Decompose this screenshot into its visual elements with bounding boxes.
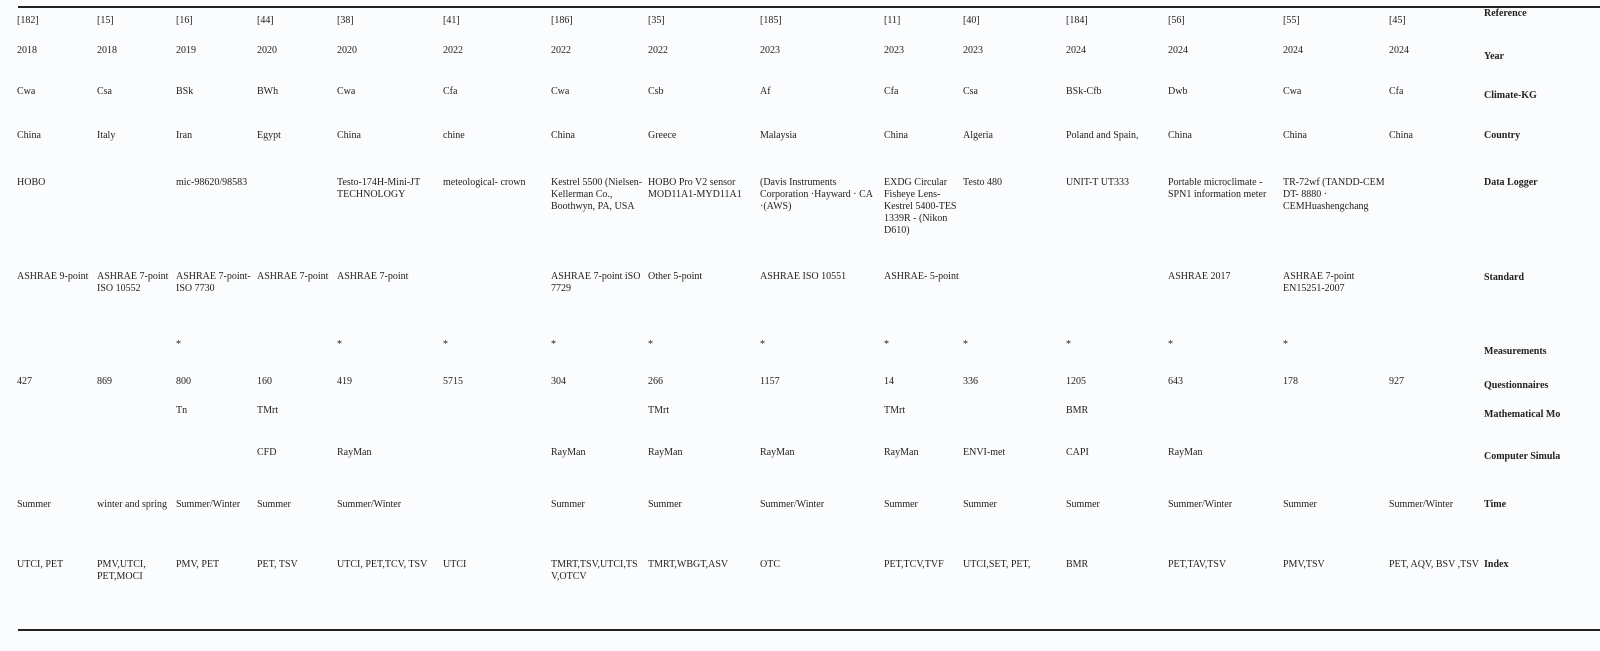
country-cell: Egypt [257, 130, 281, 141]
time-cell: Summer [884, 499, 918, 510]
measurements-cell: * [963, 339, 968, 350]
computer-simulation-cell [176, 447, 257, 497]
index-cell: PMV,UTCI, PET,MOCI [97, 559, 146, 582]
measurements-cell [17, 332, 97, 376]
measurements-cell: * [648, 339, 653, 350]
mathematical-model-cell [17, 405, 97, 447]
reference-cell: [56] [1168, 15, 1185, 26]
reference-cell: [38] [337, 15, 354, 26]
table-row-measurements [17, 332, 1600, 376]
computer-simulation-cell: CFD [257, 447, 277, 458]
data-logger-cell: HOBO Pro V2 sensor MOD11A1-MYD11A1 [648, 177, 742, 200]
climate-cell: Csa [963, 86, 978, 97]
climate-cell: Dwb [1168, 86, 1188, 97]
standard-cell: ASHRAE- 5-point [884, 271, 959, 282]
country-cell: China [551, 130, 575, 141]
reference-cell: [186] [551, 15, 573, 26]
country-cell: China [337, 130, 361, 141]
data-logger-cell [97, 174, 176, 267]
data-logger-cell [1389, 174, 1484, 267]
country-cell: Iran [176, 130, 193, 141]
measurements-cell: * [884, 339, 889, 350]
year-cell: 2018 [17, 45, 37, 56]
row-label-reference: Reference [1484, 8, 1527, 19]
computer-simulation-cell: RayMan [551, 447, 586, 458]
computer-simulation-cell [97, 447, 176, 497]
climate-cell: Csa [97, 86, 112, 97]
time-cell: Summer [1283, 499, 1317, 510]
data-logger-cell: Portable microclimate - SPN1 information meter [1168, 177, 1267, 200]
standard-cell [1066, 267, 1168, 332]
table-row-math [17, 405, 1600, 447]
mathematical-model-cell [551, 405, 648, 447]
reference-cell: [41] [443, 15, 460, 26]
data-logger-cell: Testo 480 [963, 177, 1003, 188]
climate-cell: Csb [648, 86, 664, 97]
measurements-cell [97, 332, 176, 376]
data-logger-cell [257, 174, 337, 267]
standard-cell [443, 267, 551, 332]
climate-cell: BWh [257, 86, 279, 97]
table-row-reference [17, 8, 1600, 39]
index-cell: PET, TSV [257, 559, 298, 570]
index-cell: UTCI, PET,TCV, TSV [337, 559, 428, 570]
standard-cell: ASHRAE 7-point ISO 10552 [97, 271, 169, 294]
index-cell: PET,TAV,TSV [1168, 559, 1227, 570]
time-cell: Summer/Winter [760, 499, 825, 510]
row-label-math: Mathematical Mo [1484, 409, 1561, 420]
climate-cell: BSk-Cfb [1066, 86, 1102, 97]
climate-cell: Cfa [1389, 86, 1404, 97]
time-cell: winter and spring [97, 499, 167, 510]
questionnaires-cell: 304 [551, 376, 566, 387]
year-cell: 2024 [1066, 45, 1086, 56]
standard-cell: ASHRAE 7-point EN15251-2007 [1283, 271, 1355, 294]
mathematical-model-cell [97, 405, 176, 447]
index-cell: TMRT,WBGT,ASV [648, 559, 729, 570]
measurements-cell: * [337, 339, 342, 350]
row-label-questionnaires: Questionnaires [1484, 380, 1549, 391]
time-cell: Summer [963, 499, 997, 510]
row-label-country: Country [1484, 130, 1521, 141]
year-cell: 2022 [551, 45, 571, 56]
standard-cell [1389, 267, 1484, 332]
index-cell: PMV, PET [176, 559, 220, 570]
table-row-simulation [17, 447, 1600, 497]
reference-cell: [184] [1066, 15, 1088, 26]
mathematical-model-cell: Tn [176, 405, 188, 416]
time-cell: Summer/Winter [1389, 499, 1454, 510]
year-cell: 2020 [337, 45, 357, 56]
mathematical-model-cell [1168, 405, 1283, 447]
mathematical-model-cell [1389, 405, 1484, 447]
measurements-cell: * [760, 339, 765, 350]
index-cell: TMRT,TSV,UTCI,TS V,OTCV [551, 559, 638, 582]
table-row-standard [17, 267, 1600, 332]
computer-simulation-cell [443, 447, 551, 497]
table-bottom-rule [18, 629, 1600, 631]
data-logger-cell: (Davis Instruments Corporation ·Hayward · CA ·(AWS) [760, 177, 873, 212]
year-cell: 2024 [1168, 45, 1188, 56]
questionnaires-cell: 336 [963, 376, 978, 387]
questionnaires-cell: 266 [648, 376, 663, 387]
computer-simulation-cell: RayMan [884, 447, 919, 458]
table-row-year [17, 39, 1600, 82]
time-cell: Summer [648, 499, 682, 510]
year-cell: 2023 [884, 45, 904, 56]
table-row-time [17, 497, 1600, 557]
climate-cell: Cwa [1283, 86, 1302, 97]
reference-cell: [35] [648, 15, 665, 26]
questionnaires-cell: 643 [1168, 376, 1183, 387]
year-cell: 2022 [648, 45, 668, 56]
questionnaires-cell: 160 [257, 376, 272, 387]
data-logger-cell: UNIT-T UT333 [1066, 177, 1130, 188]
mathematical-model-cell: TMrt [884, 405, 906, 416]
questionnaires-cell: 419 [337, 376, 352, 387]
climate-cell: Cfa [884, 86, 899, 97]
questionnaires-cell: 800 [176, 376, 191, 387]
country-cell: Algeria [963, 130, 993, 141]
data-logger-cell: mic-98620/98583 [176, 177, 248, 188]
row-label-time: Time [1484, 499, 1507, 510]
row-label-measurements: Measurements [1484, 346, 1547, 357]
mathematical-model-cell: TMrt [257, 405, 279, 416]
mathematical-model-cell [1283, 405, 1389, 447]
reference-cell: [182] [17, 15, 39, 26]
computer-simulation-cell: RayMan [760, 447, 795, 458]
computer-simulation-cell: CAPI [1066, 447, 1089, 458]
measurements-cell: * [1168, 339, 1173, 350]
comparison-table [17, 8, 1600, 649]
table-row-questionnaires [17, 376, 1600, 405]
row-label-simulation: Computer Simula [1484, 451, 1561, 462]
standard-cell: ASHRAE 7-point- ISO 7730 [176, 271, 251, 294]
row-label-index: Index [1484, 559, 1509, 570]
mathematical-model-cell [963, 405, 1066, 447]
country-cell: chine [443, 130, 465, 141]
reference-cell: [40] [963, 15, 980, 26]
standard-cell: ASHRAE 7-point [257, 271, 329, 282]
questionnaires-cell: 178 [1283, 376, 1298, 387]
measurements-cell: * [443, 339, 448, 350]
data-logger-cell: HOBO [17, 177, 46, 188]
measurements-cell: * [176, 339, 181, 350]
country-cell: Greece [648, 130, 677, 141]
standard-cell: ASHRAE 7-point iSO 7729 [551, 271, 641, 294]
time-cell: Summer [551, 499, 585, 510]
index-cell: UTCI, PET [17, 559, 64, 570]
country-cell: China [1283, 130, 1307, 141]
reference-cell: [15] [97, 15, 114, 26]
measurements-cell [257, 332, 337, 376]
time-cell: Summer/Winter [176, 499, 241, 510]
standard-cell: ASHRAE ISO 10551 [760, 271, 847, 282]
time-cell: Summer [257, 499, 291, 510]
country-cell: Malaysia [760, 130, 797, 141]
country-cell: Poland and Spain, [1066, 130, 1139, 141]
table-row-climate [17, 82, 1600, 126]
computer-simulation-cell: ENVI-met [963, 447, 1006, 458]
table-row-country [17, 126, 1600, 174]
measurements-cell: * [1066, 339, 1071, 350]
climate-cell: Cfa [443, 86, 458, 97]
reference-cell: [45] [1389, 15, 1406, 26]
computer-simulation-cell [1283, 447, 1389, 497]
climate-cell: BSk [176, 86, 194, 97]
computer-simulation-cell: RayMan [648, 447, 683, 458]
time-cell: Summer [17, 499, 51, 510]
country-cell: China [17, 130, 41, 141]
mathematical-model-cell [337, 405, 443, 447]
year-cell: 2018 [97, 45, 117, 56]
standard-cell: ASHRAE 9-point [17, 271, 89, 282]
time-cell [443, 497, 551, 557]
standard-cell: Other 5-point [648, 271, 703, 282]
measurements-cell: * [1283, 339, 1288, 350]
reference-cell: [185] [760, 15, 782, 26]
computer-simulation-cell: RayMan [337, 447, 372, 458]
country-cell: China [1389, 130, 1413, 141]
table-row-index [17, 557, 1600, 649]
time-cell: Summer/Winter [337, 499, 402, 510]
climate-cell: Cwa [17, 86, 36, 97]
index-cell: OTC [760, 559, 780, 570]
measurements-cell [1389, 332, 1484, 376]
measurements-cell: * [551, 339, 556, 350]
index-cell: BMR [1066, 559, 1089, 570]
mathematical-model-cell: TMrt [648, 405, 670, 416]
year-cell: 2024 [1389, 45, 1409, 56]
questionnaires-cell: 869 [97, 376, 112, 387]
climate-cell: Cwa [337, 86, 356, 97]
computer-simulation-cell: RayMan [1168, 447, 1203, 458]
year-cell: 2023 [760, 45, 780, 56]
mathematical-model-cell: BMR [1066, 405, 1089, 416]
reference-cell: [44] [257, 15, 274, 26]
data-logger-cell: meteological- crown [443, 177, 526, 188]
standard-cell: ASHRAE 7-point [337, 271, 409, 282]
questionnaires-cell: 14 [884, 376, 894, 387]
row-label-climate: Climate-KG [1484, 90, 1537, 101]
time-cell: Summer [1066, 499, 1100, 510]
climate-cell: Af [760, 86, 771, 97]
questionnaires-cell: 427 [17, 376, 32, 387]
index-cell: PET,TCV,TVF [884, 559, 944, 570]
mathematical-model-cell [760, 405, 884, 447]
index-cell: PET, AQV, BSV ,TSV [1389, 559, 1480, 570]
questionnaires-cell: 5715 [443, 376, 463, 387]
standard-cell [963, 267, 1066, 332]
country-cell: China [884, 130, 908, 141]
index-cell: PMV,TSV [1283, 559, 1325, 570]
index-cell: UTCI [443, 559, 467, 570]
country-cell: China [1168, 130, 1192, 141]
year-cell: 2019 [176, 45, 196, 56]
row-label-standard: Standard [1484, 272, 1525, 283]
computer-simulation-cell [17, 447, 97, 497]
questionnaires-cell: 1205 [1066, 376, 1086, 387]
reference-cell: [11] [884, 15, 901, 26]
data-logger-cell: Kestrel 5500 (Nielsen- Kellerman Co., Boothwyn, PA, USA [551, 177, 643, 212]
standard-cell: ASHRAE 2017 [1168, 271, 1231, 282]
data-logger-cell: EXDG Circular Fisheye Lens- Kestrel 5400-TES 1339R - (Nikon D610) [884, 177, 957, 236]
climate-cell: Cwa [551, 86, 570, 97]
time-cell: Summer/Winter [1168, 499, 1233, 510]
questionnaires-cell: 1157 [760, 376, 780, 387]
table-row-logger [17, 174, 1600, 267]
year-cell: 2020 [257, 45, 277, 56]
row-label-year: Year [1484, 51, 1504, 62]
reference-cell: [16] [176, 15, 193, 26]
computer-simulation-cell [1389, 447, 1484, 497]
questionnaires-cell: 927 [1389, 376, 1404, 387]
data-logger-cell: Testo-174H-Mini-JT TECHNOLOGY [337, 177, 420, 200]
mathematical-model-cell [443, 405, 551, 447]
reference-cell: [55] [1283, 15, 1300, 26]
index-cell: UTCI,SET, PET, [963, 559, 1031, 570]
year-cell: 2023 [963, 45, 983, 56]
country-cell: Italy [97, 130, 116, 141]
data-logger-cell: TR-72wf (TANDD-CEM DT- 8880 · CEMHuashengchang [1283, 177, 1385, 212]
year-cell: 2022 [443, 45, 463, 56]
row-label-logger: Data Logger [1484, 177, 1538, 188]
year-cell: 2024 [1283, 45, 1303, 56]
